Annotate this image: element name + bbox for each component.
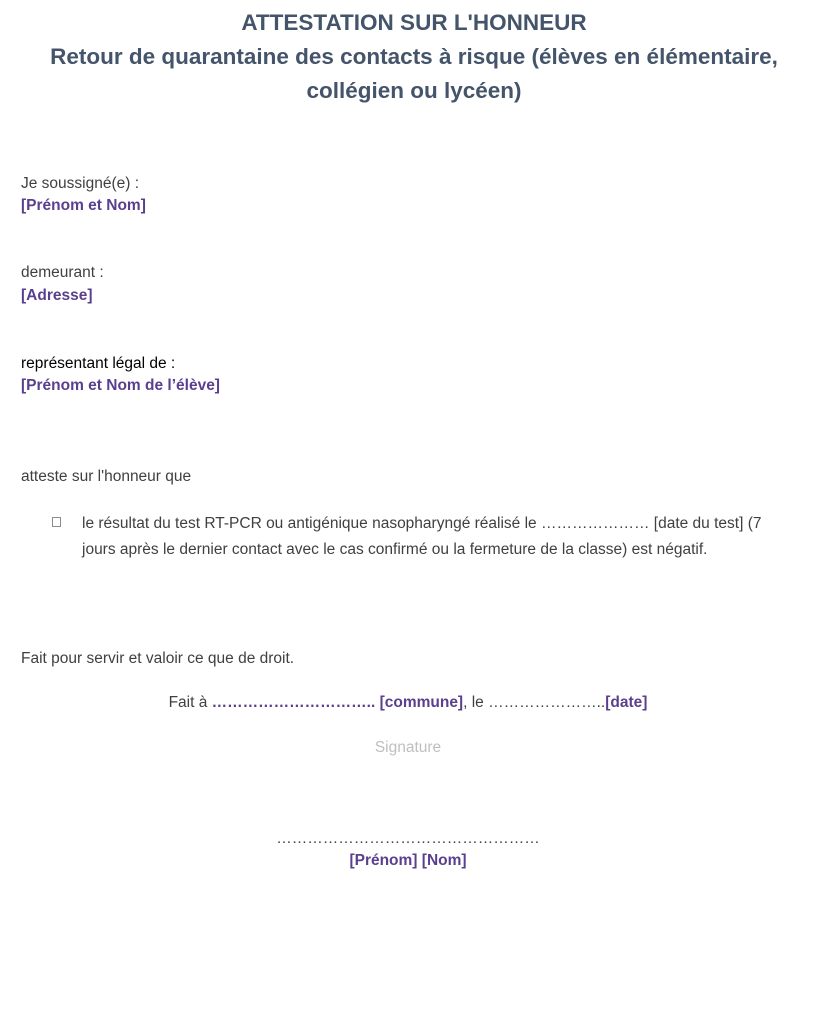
signature-line[interactable]: …………………………………………… <box>276 830 540 847</box>
date-dots[interactable]: ………………….. <box>488 694 606 711</box>
residence-label: demeurant : <box>21 264 104 281</box>
signature-label: Signature <box>374 739 442 756</box>
place-prefix: Fait à <box>168 694 212 711</box>
place-dots[interactable]: ………………………….. <box>211 694 380 711</box>
declarant-name-field[interactable]: [Prénom et Nom] <box>21 197 146 214</box>
statement-line-2: jours après le dernier contact avec le cas confirmé ou la fermeture de la classe) est négatif. <box>82 541 708 558</box>
test-result-checkbox[interactable] <box>52 517 61 527</box>
guardian-label: représentant légal de : <box>21 355 176 372</box>
place-date-line <box>0 694 816 712</box>
document-subtitle-line-1: Retour de quarantaine des contacts à risque (élèves en élémentaire, <box>50 44 778 69</box>
test-result-statement <box>82 511 798 563</box>
commune-field[interactable]: [commune] <box>379 694 464 711</box>
address-field[interactable]: [Adresse] <box>21 287 93 304</box>
student-name-field[interactable]: [Prénom et Nom de l’élève] <box>21 377 220 394</box>
closing-text: Fait pour servir et valoir ce que de droit. <box>21 650 295 667</box>
signatory-name-field[interactable]: [Prénom] [Nom] <box>349 852 467 869</box>
date-field[interactable]: [date] <box>605 694 648 711</box>
declarant-label: Je soussigné(e) : <box>21 175 140 192</box>
document-title: ATTESTATION SUR L'HONNEUR <box>241 10 587 35</box>
attests-text: atteste sur l'honneur que <box>21 468 192 485</box>
date-prefix: , le <box>463 694 489 711</box>
statement-line-1: le résultat du test RT-PCR ou antigénique nasopharyngé réalisé le ………………… [date du test] (7 <box>82 515 762 532</box>
document-subtitle-line-2: collégien ou lycéen) <box>306 78 522 103</box>
